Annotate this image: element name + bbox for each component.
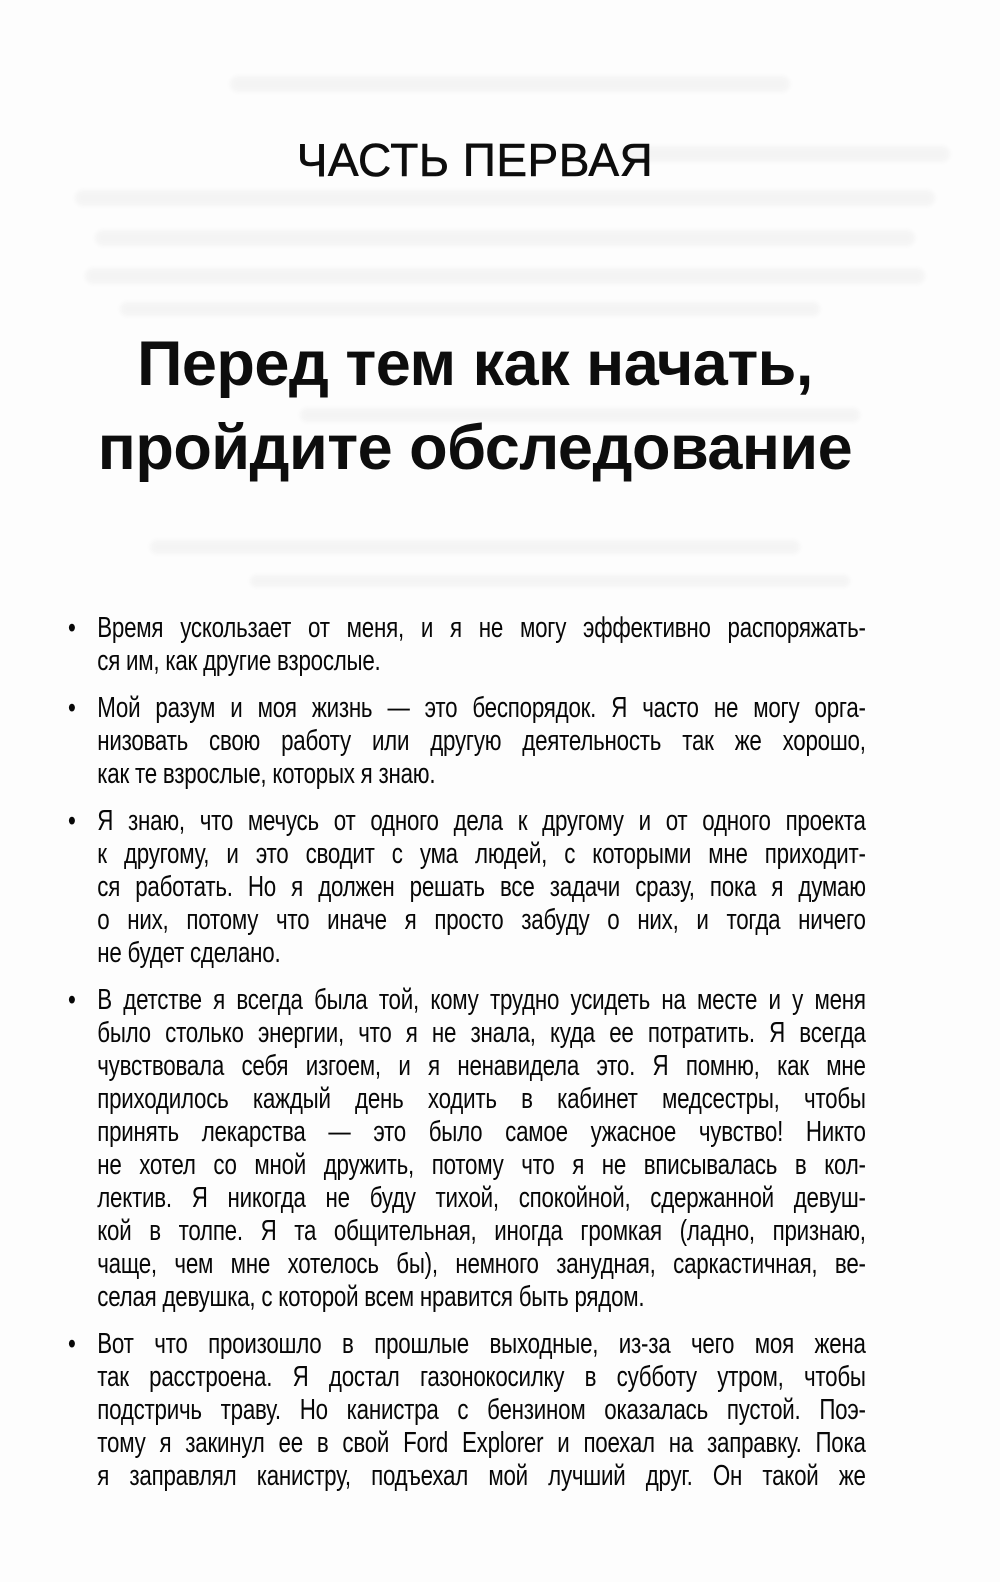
text-line: подстричь траву. Но канистра с бензином оказалась пустой. Поэ- xyxy=(97,1394,866,1426)
text-line: чувствовала себя изгоем, и я ненавидела это. Я помню, как мне xyxy=(97,1050,866,1082)
text-line: не хотел со мной дружить, потому что я не вписывалась в кол- xyxy=(97,1149,866,1181)
list-item xyxy=(68,984,866,1314)
text-line: не будет сделано. xyxy=(97,937,281,969)
bullet-text xyxy=(97,984,865,1314)
scan-bleed-artifact xyxy=(75,190,935,206)
text-line: Время ускользает от меня, и я не могу эффективно распоряжать- xyxy=(97,612,866,644)
text-line: низовать свою работу или другую деятельность так же хорошо, xyxy=(97,725,866,757)
text-line: о них, потому что иначе я просто забуду о них, и тогда ничего xyxy=(97,904,866,936)
list-item xyxy=(68,612,866,678)
scan-bleed-artifact xyxy=(85,268,925,284)
text-line: Вот что произошло в прошлые выходные, из-за чего моя жена xyxy=(97,1328,866,1360)
list-item xyxy=(68,805,866,970)
bullet-icon: • xyxy=(68,805,76,837)
chapter-title-line-1: Перед тем как начать, xyxy=(137,329,813,399)
text-line: селая девушка, с которой всем нравится быть рядом. xyxy=(97,1281,645,1313)
text-line: тому я закинул ее в свой Ford Explorer и поехал на заправку. Пока xyxy=(97,1427,866,1459)
text-line: как те взрослые, которых я знаю. xyxy=(97,758,436,790)
scan-bleed-artifact xyxy=(150,540,800,554)
bullet-list xyxy=(68,612,866,1493)
bullet-text xyxy=(97,612,865,678)
list-item xyxy=(68,1328,866,1493)
part-heading: ЧАСТЬ ПЕРВАЯ xyxy=(296,134,654,186)
bullet-text xyxy=(97,805,865,970)
text-line: принять лекарства — это было самое ужасное чувство! Никто xyxy=(97,1116,866,1148)
text-line: так расстроена. Я достал газонокосилку в субботу утром, чтобы xyxy=(97,1361,866,1393)
list-item xyxy=(68,692,866,791)
scan-bleed-artifact xyxy=(230,76,790,92)
text-line: я заправлял канистру, подъехал мой лучший друг. Он такой же xyxy=(97,1460,866,1492)
text-line: ся работать. Но я должен решать все задачи сразу, пока я думаю xyxy=(97,871,866,903)
bullet-text xyxy=(97,692,865,791)
text-line: Мой разум и моя жизнь — это беспорядок. Я часто не могу орга- xyxy=(97,692,866,724)
text-line: к другому, и это сводит с ума людей, с которыми мне приходит- xyxy=(97,838,866,870)
text-line: было столько энергии, что я не знала, куда ее потратить. Я всегда xyxy=(97,1017,866,1049)
text-line: приходилось каждый день ходить в кабинет медсестры, чтобы xyxy=(97,1083,866,1115)
text-line: кой в толпе. Я та общительная, иногда громкая (ладно, признаю, xyxy=(97,1215,866,1247)
bullet-icon: • xyxy=(68,612,76,644)
bullet-icon: • xyxy=(68,984,76,1016)
text-line: Я знаю, что мечусь от одного дела к другому и от одного проекта xyxy=(97,805,866,837)
scan-bleed-artifact xyxy=(250,575,850,587)
text-line: лектив. Я никогда не буду тихой, спокойной, сдержанной девуш- xyxy=(97,1182,866,1214)
chapter-title xyxy=(0,322,950,490)
scan-bleed-artifact xyxy=(95,230,915,246)
text-line: В детстве я всегда была той, кому трудно усидеть на месте и у меня xyxy=(97,984,866,1016)
text-line: ся им, как другие взрослые. xyxy=(97,645,381,677)
bullet-icon: • xyxy=(68,692,76,724)
scan-bleed-artifact xyxy=(120,302,820,316)
chapter-title-line-2: пройдите обследование xyxy=(97,413,853,483)
bullet-text xyxy=(97,1328,865,1493)
bullet-icon: • xyxy=(68,1328,76,1360)
text-line: чаще, чем мне хотелось бы), немного занудная, саркастичная, ве- xyxy=(97,1248,866,1280)
